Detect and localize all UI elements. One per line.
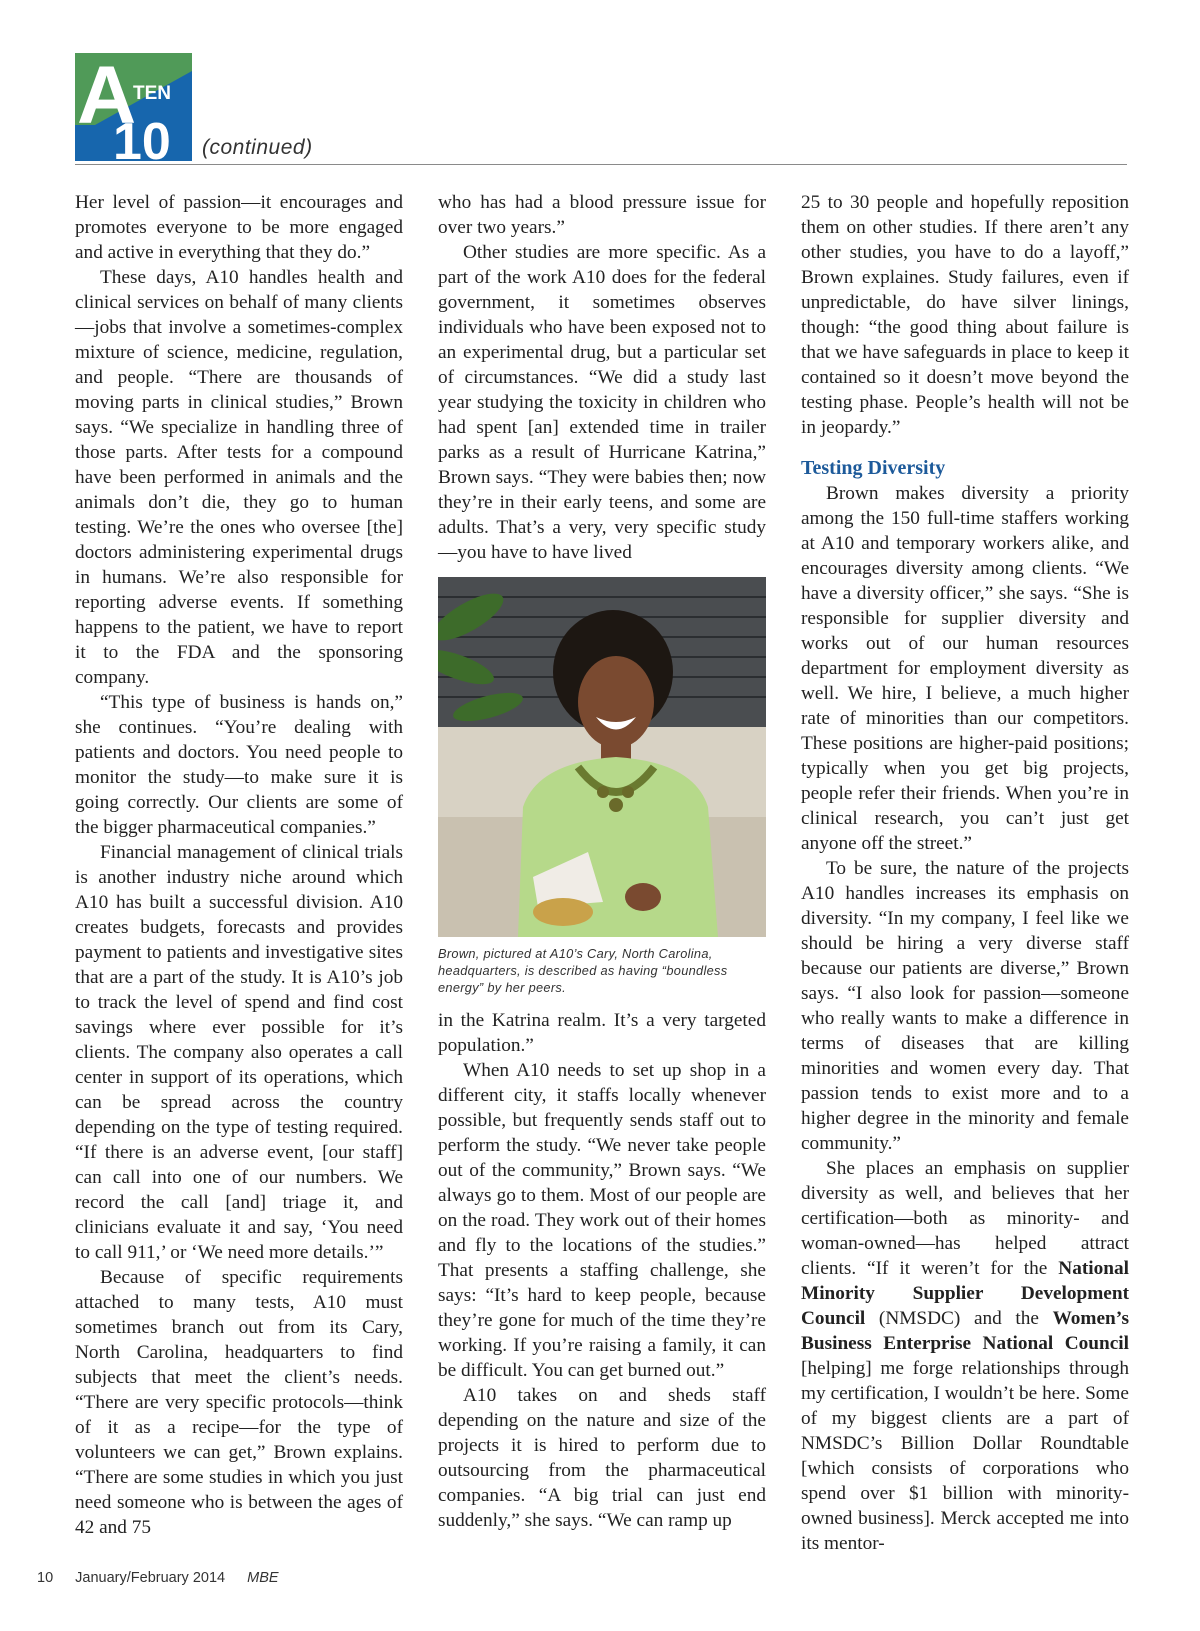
paragraph: Other studies are more specific. As a part of the work A10 does for the federal government, it sometimes observes individuals who have been exposed not to an experimental drug, but a particular set of circumstances. “We did a study last year studying the toxicity in children who had spent [an] extended time in trailer parks as a result of Hurricane Katrina,” Brown says. “They were babies then; now they’re in their early teens, and some are adults. That’s a very, very specific study—you have to have lived xyxy=(438,242,766,563)
issue-date: January/February 2014 xyxy=(75,1570,226,1586)
paragraph: Financial management of clinical trials is another industry niche around which A10 has built a successful division. A10 creates budgets, forecasts and provides payment to patients and investigative sites that are a part of the study. It is A10’s job to track the level of spend and find cost savings where ever possible for it’s clients. The company also operates a call center in support of its operations, which can be spread across the country depending on the type of testing required. “If there is an adverse event, [our staff] can call into one of our numbers. We record the call [and] triage it, and clinicians evaluate it and say, ‘You need to call 911,’ or ‘We need more details.’” xyxy=(75,842,403,1263)
column-2 xyxy=(438,190,766,1533)
column-3 xyxy=(801,190,1129,1556)
section-heading: Testing Diversity xyxy=(801,457,946,479)
text-run: (NMSDC) and the xyxy=(865,1308,1053,1329)
logo-ten: TEN xyxy=(133,83,171,104)
organization-name: National Minority Supplier Development Council xyxy=(801,1258,1129,1329)
logo-number: 10 xyxy=(113,113,171,161)
page-footer xyxy=(37,1570,297,1586)
paragraph xyxy=(801,1156,1129,1556)
paragraph: These days, A10 handles health and clinical services on behalf of many clients—jobs that involve a sometimes-complex mixture of science, medicine, regulation, and people. “There are thousands of moving parts in clinical studies,” Brown says. “We specialize in handling three of those parts. After tests for a compound have been performed in animals and the animals don’t die, they go to human testing. We’re the ones who oversee [the] doctors administering experimental drugs in humans. We’re also responsible for reporting adverse events. If something happens to the patient, we have to report it to the FDA and the sponsoring company. xyxy=(75,267,403,688)
a10-logo xyxy=(75,53,192,161)
page-header xyxy=(75,53,1127,163)
organization-name: Women’s Business Enterprise National Council xyxy=(801,1308,1129,1354)
paragraph: 25 to 30 people and hopefully reposition them on other studies. If there aren’t any other studies, you have to do a layoff,” Brown explaines. Study failures, even if unpredictable, do have silver linings, though: “the good thing about failure is that we have safeguards in place to keep it contained so it doesn’t move beyond the testing phase. People’s health will not be in jeopardy.” xyxy=(801,192,1129,438)
magazine-name: MBE xyxy=(247,1570,279,1586)
paragraph: Brown makes diversity a priority among the 150 full-time staffers working at A10 and temporary workers alike, and encourages diversity among clients. “We have a diversity officer,” she says. “She is responsible for supplier diversity and works out of our human resources department for employment diversity as well. We hire, I believe, a much higher rate of minorities than our competitors. These positions are higher-paid positions; typically when you get big projects, people refer their friends. When you’re in clinical research, you can’t just get anyone off the street.” xyxy=(801,483,1129,854)
paragraph: who has had a blood pressure issue for over two years.” xyxy=(438,192,766,238)
page-number: 10 xyxy=(37,1570,54,1586)
logo-letter: A xyxy=(77,53,137,141)
column-1 xyxy=(75,190,403,1540)
paragraph: To be sure, the nature of the projects A10 handles increases its emphasis on diversity. “In my company, I feel like we should be hiring a very diverse staff because our patients are diverse,” Brown says. “I also look for passion—someone who really wants to make a difference in terms of diseases that are killing minorities and women every day. That passion tends to exist more and to a higher degree in the minority and female community.” xyxy=(801,858,1129,1154)
paragraph: Her level of passion—it encourages and promotes everyone to be more engaged and active in everything that they do.” xyxy=(75,192,403,263)
paragraph: in the Katrina realm. It’s a very targeted population.” xyxy=(438,1010,766,1056)
photo-caption: Brown, pictured at A10’s Cary, North Carolina, headquarters, is described as having “boundless energy” by her peers. xyxy=(438,946,728,995)
paragraph: When A10 needs to set up shop in a different city, it staffs locally whenever possible, but frequently sends staff out to perform the study. “We never take people out of the community,” Brown says. “We always go to them. Most of our people are on the road. They work out of their homes and fly to the locations of the studies.” That presents a staffing challenge, she says: “It’s hard to keep people, because they’re gone for much of the time they’re working. If you’re raising a family, it can be difficult. You can get burned out.” xyxy=(438,1060,766,1381)
portrait-photo xyxy=(438,577,766,937)
paragraph: A10 takes on and sheds staff depending on the nature and size of the projects it is hired to perform due to outsourcing from the pharmaceutical companies. “A big trial can just end suddenly,” she says. “We can ramp up xyxy=(438,1385,766,1531)
paragraph: “This type of business is hands on,” she continues. “You’re dealing with patients and doctors. You need people to monitor the study—to make sure it is going correctly. Our clients are some of the bigger pharmaceutical companies.” xyxy=(75,692,403,838)
continued-label: (continued) xyxy=(202,136,313,159)
header-rule xyxy=(75,164,1127,165)
paragraph: Because of specific requirements attached to many tests, A10 must sometimes branch out from its Cary, North Carolina, headquarters to find subjects that meet the client’s needs. “There are very specific protocols—think of it as a recipe—for the type of volunteers we can get,” Brown explains. “There are some studies in which you just need someone who is between the ages of 42 and 75 xyxy=(75,1267,403,1538)
text-run: [helping] me forge relationships through my certification, I wouldn’t be here. Some of my biggest clients are a part of NMSDC’s Billion Dollar Roundtable [which consists of corporations who spend over $1 billion with minority-owned business]. Merck accepted me into its mentor- xyxy=(801,1358,1129,1554)
text-run: She places an emphasis on supplier diversity as well, and believes that her certification—both as minority- and woman-owned—has helped attract clients. “If it weren’t for the xyxy=(801,1158,1129,1279)
